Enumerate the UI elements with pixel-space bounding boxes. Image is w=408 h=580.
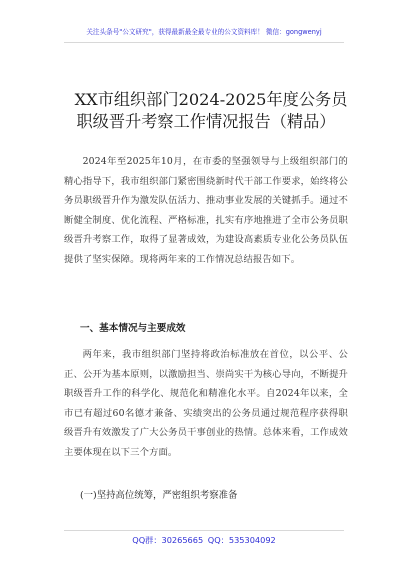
- document-title: [56, 89, 356, 133]
- promo-header-text: 关注头条号"公文研究"，获得最新最全最专业的公文资料库！ 微信：gongwenyj: [86, 28, 322, 36]
- section-paragraph: 两年来，我市组织部门坚持将政治标准放在首位，以公平、公正、公开为基本原则，以激励担当、崇尚实干为核心导向，不断提升职级晋升工作的科学化、规范化和精准化水平。自2024年以来，全市已有超过60名德才兼备、实绩突出的公务员通过规范程序获得职级晋升有效激发了广大公务员干事创业的热情。总体来看，工作成效主要体现在以下三个方面。: [64, 349, 348, 458]
- contact-footer-text: QQ群：30265665 QQ：535304092: [132, 535, 276, 545]
- footer-divider: [64, 530, 344, 531]
- title-line-1: XX市组织部门2024-2025年度公务员: [74, 90, 348, 109]
- subsection-heading: (一)坚持高位统筹，严密组织考察准备: [80, 490, 238, 501]
- intro-paragraph: 2024年至2025年10月，在市委的坚强领导与上级组织部门的精心指导下，我市组织部门紧密围绕新时代干部工作要求，始终将公务员职级晋升作为激发队伍活力、推动事业发展的关键抓手。通过不断健全制度、优化流程、严格标准，扎实有序地推进了全市公务员职级晋升考察工作，取得了显著成效，为建设高素质专业化公务员队伍提供了坚实保障。现将两年来的工作情况总结报告如下。: [64, 156, 348, 265]
- header-divider: [64, 42, 344, 43]
- title-line-2: 职级晋升考察工作情况报告（精品）: [76, 112, 336, 131]
- section-heading: 一、基本情况与主要成效: [80, 323, 186, 334]
